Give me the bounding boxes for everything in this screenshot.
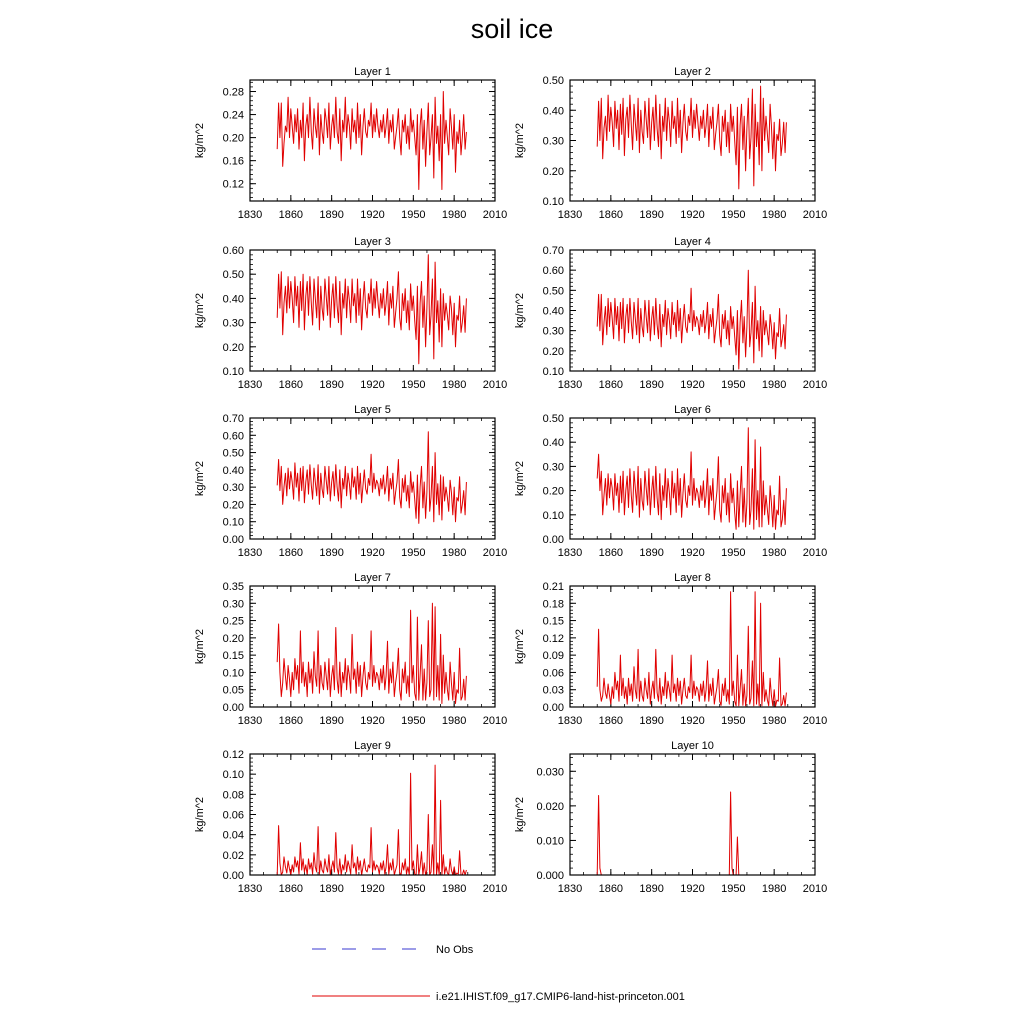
x-tick-label: 1890 [319,547,344,559]
y-tick-label: 0.15 [222,650,244,663]
series-line-1 [277,92,466,190]
x-tick-label: 1950 [721,379,746,391]
x-tick-label: 1890 [319,883,344,895]
series-line-1 [277,255,466,364]
series-line-1 [597,428,786,530]
y-tick-label: 0.000 [536,870,564,882]
y-axis-label: kg/m^2 [194,292,206,329]
x-tick-label: 1890 [319,379,344,391]
x-tick-label: 2010 [802,379,828,391]
y-tick-label: 0.20 [542,345,564,358]
plot-frame [570,250,815,371]
y-tick-label: 0.21 [542,581,564,593]
y-tick-label: 0.00 [222,534,244,546]
y-tick-label: 0.00 [222,870,244,882]
x-tick-label: 1830 [237,379,263,391]
x-tick-label: 1890 [639,715,664,727]
y-tick-label: 0.20 [222,499,244,512]
y-tick-label: 0.00 [542,702,564,714]
y-tick-label: 0.60 [222,430,244,443]
y-tick-label: 0.030 [536,766,564,779]
y-tick-label: 0.30 [222,317,244,330]
x-tick-label: 1920 [680,715,705,727]
y-tick-label: 0.10 [542,196,564,208]
y-axis-label: kg/m^2 [514,122,526,159]
main-title: soil ice [470,14,554,44]
y-tick-label: 0.40 [542,305,564,318]
x-tick-label: 1830 [237,883,263,895]
y-tick-label: 0.08 [222,789,244,802]
y-tick-label: 0.60 [542,265,564,278]
y-tick-label: 0.10 [542,366,564,378]
x-tick-label: 1860 [278,547,304,559]
x-tick-label: 1950 [401,379,426,391]
y-axis-label: kg/m^2 [514,292,526,329]
y-axis-label: kg/m^2 [194,796,206,833]
y-tick-label: 0.40 [542,105,564,118]
chart-panel-5 [194,404,507,559]
x-tick-label: 1830 [237,547,263,559]
y-tick-label: 0.03 [542,684,564,697]
plot-frame [570,418,815,539]
x-tick-label: 1860 [598,547,624,559]
x-tick-label: 1860 [598,379,624,391]
y-axis-label: kg/m^2 [194,122,206,159]
y-tick-label: 0.020 [536,800,564,813]
y-tick-label: 0.16 [222,155,244,168]
series-line-1 [597,270,786,369]
y-tick-label: 0.30 [542,135,564,148]
x-tick-label: 1920 [360,715,385,727]
x-tick-label: 1980 [761,379,787,391]
y-tick-label: 0.00 [542,534,564,546]
series-line-1 [277,603,466,703]
x-tick-label: 1950 [721,883,746,895]
x-tick-label: 1830 [237,209,263,221]
x-tick-label: 1890 [639,547,664,559]
x-tick-label: 1830 [237,715,263,727]
y-tick-label: 0.18 [542,598,564,611]
series-line-1 [597,592,786,707]
x-tick-label: 1860 [278,883,304,895]
panel-title: Layer 3 [354,236,391,248]
x-tick-label: 2010 [482,209,508,221]
legend-label-no-obs: No Obs [436,944,474,956]
chart-panel-3 [194,236,507,391]
y-tick-label: 0.70 [542,245,564,257]
y-tick-label: 0.10 [222,366,244,378]
y-tick-label: 0.20 [222,132,244,145]
panel-title: Layer 9 [354,740,391,752]
x-tick-label: 1950 [721,715,746,727]
chart-panel-6 [514,404,827,559]
y-tick-label: 0.40 [222,293,244,306]
series-line-1 [277,765,466,875]
x-tick-label: 2010 [482,715,508,727]
y-tick-label: 0.50 [542,413,564,425]
y-tick-label: 0.30 [542,325,564,338]
x-tick-label: 1890 [319,715,344,727]
y-tick-label: 0.10 [222,667,244,680]
x-tick-label: 1980 [761,715,787,727]
y-tick-label: 0.40 [222,464,244,477]
y-tick-label: 0.24 [222,109,244,122]
x-tick-label: 1920 [360,209,385,221]
x-tick-label: 1950 [401,715,426,727]
y-tick-label: 0.04 [222,829,244,842]
y-tick-label: 0.10 [222,769,244,782]
chart-panel-4 [514,236,827,391]
x-tick-label: 1950 [401,547,426,559]
chart-panel-8 [514,572,827,727]
chart-panel-7 [194,572,507,727]
legend [312,944,685,1003]
y-tick-label: 0.12 [542,632,564,645]
series-line-1 [597,86,786,189]
x-tick-label: 1980 [761,209,787,221]
x-tick-label: 1920 [680,547,705,559]
x-tick-label: 1830 [557,715,583,727]
x-tick-label: 1860 [278,209,304,221]
y-tick-label: 0.30 [222,482,244,495]
x-tick-label: 1830 [557,209,583,221]
x-tick-label: 2010 [482,883,508,895]
y-tick-label: 0.70 [222,413,244,425]
x-tick-label: 1920 [680,883,705,895]
y-tick-label: 0.10 [542,509,564,522]
y-tick-label: 0.40 [542,437,564,450]
x-tick-label: 2010 [802,209,828,221]
x-tick-label: 1890 [639,379,664,391]
y-axis-label: kg/m^2 [514,628,526,665]
x-tick-label: 2010 [802,715,828,727]
y-tick-label: 0.60 [222,245,244,257]
y-tick-label: 0.010 [536,835,564,848]
y-tick-label: 0.20 [542,165,564,178]
y-tick-label: 0.09 [542,650,564,663]
x-tick-label: 1980 [441,547,467,559]
y-tick-label: 0.15 [542,615,564,628]
chart-panel-2 [514,66,827,221]
y-tick-label: 0.50 [222,269,244,282]
chart-panel-9 [194,740,507,895]
x-tick-label: 1860 [598,883,624,895]
plot-frame [570,754,815,875]
x-tick-label: 1890 [639,883,664,895]
x-tick-label: 2010 [802,547,828,559]
x-tick-label: 1980 [441,379,467,391]
y-axis-label: kg/m^2 [514,796,526,833]
y-tick-label: 0.20 [542,485,564,498]
x-tick-label: 1830 [557,883,583,895]
x-tick-label: 1920 [360,547,385,559]
plot-frame [250,418,495,539]
y-tick-label: 0.20 [222,341,244,354]
y-tick-label: 0.28 [222,86,244,99]
x-tick-label: 1920 [360,379,385,391]
x-tick-label: 1860 [278,715,304,727]
x-tick-label: 1980 [441,715,467,727]
x-tick-label: 2010 [802,883,828,895]
chart-panel-1 [194,66,507,221]
y-axis-label: kg/m^2 [194,628,206,665]
y-tick-label: 0.12 [222,749,244,761]
y-axis-label: kg/m^2 [194,460,206,497]
series-line-1 [597,792,786,875]
legend-label-case: i.e21.IHIST.f09_g17.CMIP6-land-hist-princeton.001 [436,991,685,1003]
panel-title: Layer 6 [674,404,711,416]
y-tick-label: 0.50 [222,447,244,460]
x-tick-label: 1890 [639,209,664,221]
y-tick-label: 0.30 [542,461,564,474]
x-tick-label: 1920 [680,209,705,221]
series-line-1 [277,432,466,524]
y-tick-label: 0.06 [222,809,244,822]
x-tick-label: 1950 [721,547,746,559]
y-tick-label: 0.35 [222,581,244,593]
x-tick-label: 1830 [557,547,583,559]
x-tick-label: 1920 [680,379,705,391]
y-tick-label: 0.25 [222,615,244,628]
x-tick-label: 1980 [441,209,467,221]
x-tick-label: 2010 [482,547,508,559]
x-tick-label: 1980 [761,883,787,895]
y-tick-label: 0.00 [222,702,244,714]
x-tick-label: 1860 [598,209,624,221]
panel-title: Layer 4 [674,236,711,248]
x-tick-label: 1950 [721,209,746,221]
chart-panel-10 [514,740,827,895]
panel-title: Layer 7 [354,572,391,584]
x-tick-label: 1860 [598,715,624,727]
y-tick-label: 0.12 [222,178,244,191]
x-tick-label: 1980 [441,883,467,895]
panel-title: Layer 10 [671,740,714,752]
y-tick-label: 0.50 [542,75,564,87]
y-tick-label: 0.05 [222,684,244,697]
x-tick-label: 1860 [278,379,304,391]
panel-title: Layer 8 [674,572,711,584]
x-tick-label: 1950 [401,883,426,895]
y-tick-label: 0.10 [222,516,244,529]
y-tick-label: 0.30 [222,598,244,611]
x-tick-label: 1830 [557,379,583,391]
y-tick-label: 0.02 [222,849,244,862]
panel-title: Layer 2 [674,66,711,78]
y-tick-label: 0.06 [542,667,564,680]
x-tick-label: 1950 [401,209,426,221]
x-tick-label: 2010 [482,379,508,391]
y-tick-label: 0.20 [222,632,244,645]
x-tick-label: 1890 [319,209,344,221]
x-tick-label: 1920 [360,883,385,895]
panel-title: Layer 5 [354,404,391,416]
y-tick-label: 0.50 [542,285,564,298]
panel-title: Layer 1 [354,66,391,78]
x-tick-label: 1980 [761,547,787,559]
y-axis-label: kg/m^2 [514,460,526,497]
